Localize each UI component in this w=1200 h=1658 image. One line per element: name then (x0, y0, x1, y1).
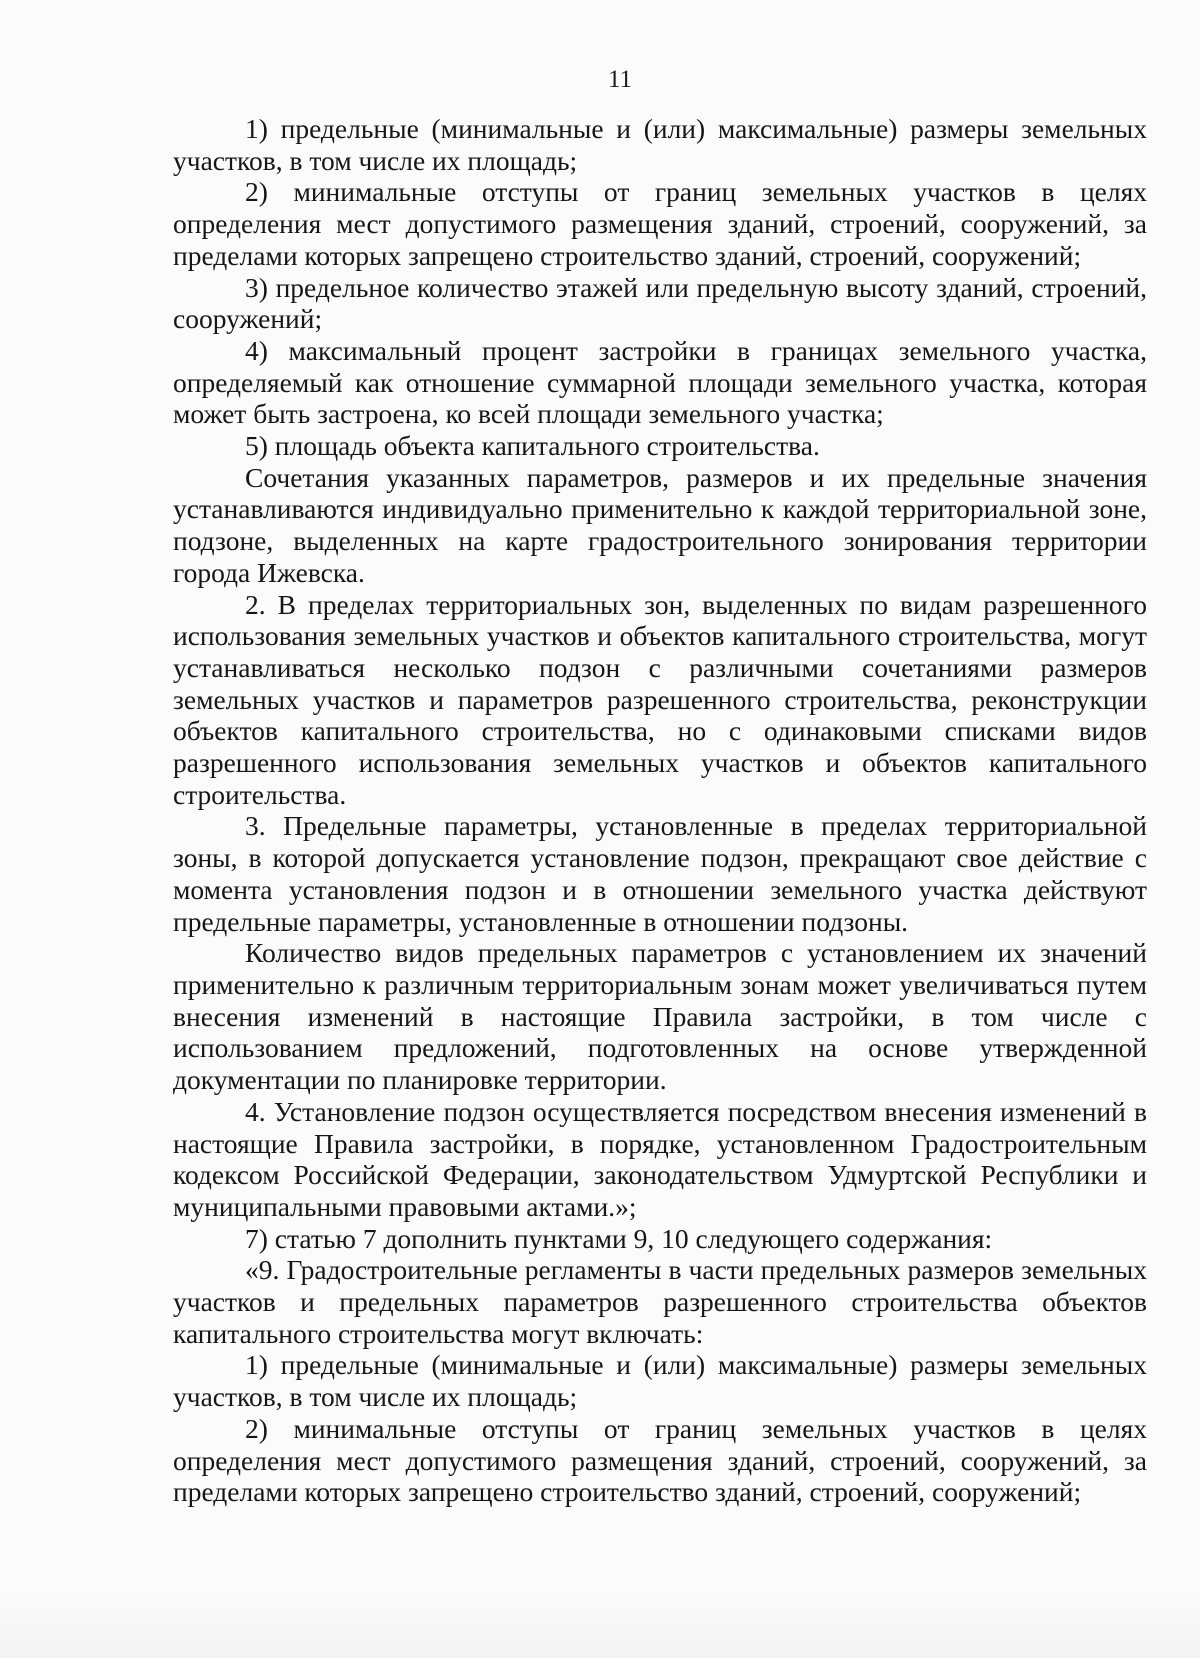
paragraph-item-5-object-area: 5) площадь объекта капитального строительства. (245, 430, 820, 462)
paragraph-point-4-subzone-establishment: 4. Установление подзон осуществляется посредством внесения изменений в настоящие Правила застройки, в порядке, установленном Градостроительным кодексом Российской Федерации, законодательством Удмуртской Республики и муниципальными правовыми актами.»; (173, 1095, 1147, 1222)
scan-edge-shading (0, 1588, 1200, 1658)
paragraph-amendment-7: 7) статью 7 дополнить пунктами 9, 10 следующего содержания: (245, 1222, 993, 1254)
paragraph-item-2-min-setbacks: 2) минимальные отступы от границ земельных участков в целях определения мест допустимого размещения зданий, строений, сооружений, за пределами которых запрещено строительство зданий, строений, сооружений; (173, 176, 1147, 271)
document-body (173, 113, 1147, 1508)
paragraph-point-3-limit-parameters: 3. Предельные параметры, установленные в пределах территориальной зоны, в которой допускается установление подзон, прекращают свое действие с момента установления подзон и в отношении земельного участка действуют предельные параметры, установленные в отношении подзоны. (173, 810, 1147, 937)
paragraph-item-2-min-setbacks-repeat: 2) минимальные отступы от границ земельных участков в целях определения мест допустимого размещения зданий, строений, сооружений, за пределами которых запрещено строительство зданий, строений, сооружений; (173, 1412, 1147, 1508)
paragraph-point-9-regulations: «9. Градостроительные регламенты в части предельных размеров земельных участков и предельных параметров разрешенного строительства объектов капитального строительства могут включать: (173, 1254, 1147, 1349)
page-number: 11 (607, 66, 633, 93)
paragraph-item-4-build-percent: 4) максимальный процент застройки в границах земельного участка, определяемый как отношение суммарной площади земельного участка, которая может быть застроена, ко всей площади земельного участка; (173, 334, 1147, 430)
paragraph-point-2-subzones: 2. В пределах территориальных зон, выделенных по видам разрешенного использования земельных участков и объектов капитального строительства, могут устанавливаться несколько подзон с различными сочетаниями размеров земельных участков и параметров разрешенного строительства, реконструкции объектов капитального строительства, но с одинаковыми списками видов разрешенного использования земельных участков и объектов капитального строительства. (173, 588, 1147, 810)
paragraph-parameter-count: Количество видов предельных параметров с установлением их значений применительно к различным территориальным зонам может увеличиваться путем внесения изменений в настоящие Правила застройки, в том числе с использованием предложений, подготовленных на основе утвержденной документации по планировке территории. (173, 937, 1147, 1096)
paragraph-item-1-limit-sizes-repeat: 1) предельные (минимальные и (или) максимальные) размеры земельных участков, в том числе их площадь; (173, 1349, 1147, 1413)
paragraph-item-1-limit-sizes: 1) предельные (минимальные и (или) максимальные) размеры земельных участков, в том числе их площадь; (173, 113, 1147, 176)
paragraph-parameter-combinations: Сочетания указанных параметров, размеров и их предельные значения устанавливаются индивидуально применительно к каждой территориальной зоне, подзоне, выделенных на карте градостроительного зонирования территории города Ижевска. (173, 461, 1147, 588)
paragraph-item-3-floors-height: 3) предельное количество этажей или предельную высоту зданий, строений, сооружений; (173, 271, 1147, 335)
